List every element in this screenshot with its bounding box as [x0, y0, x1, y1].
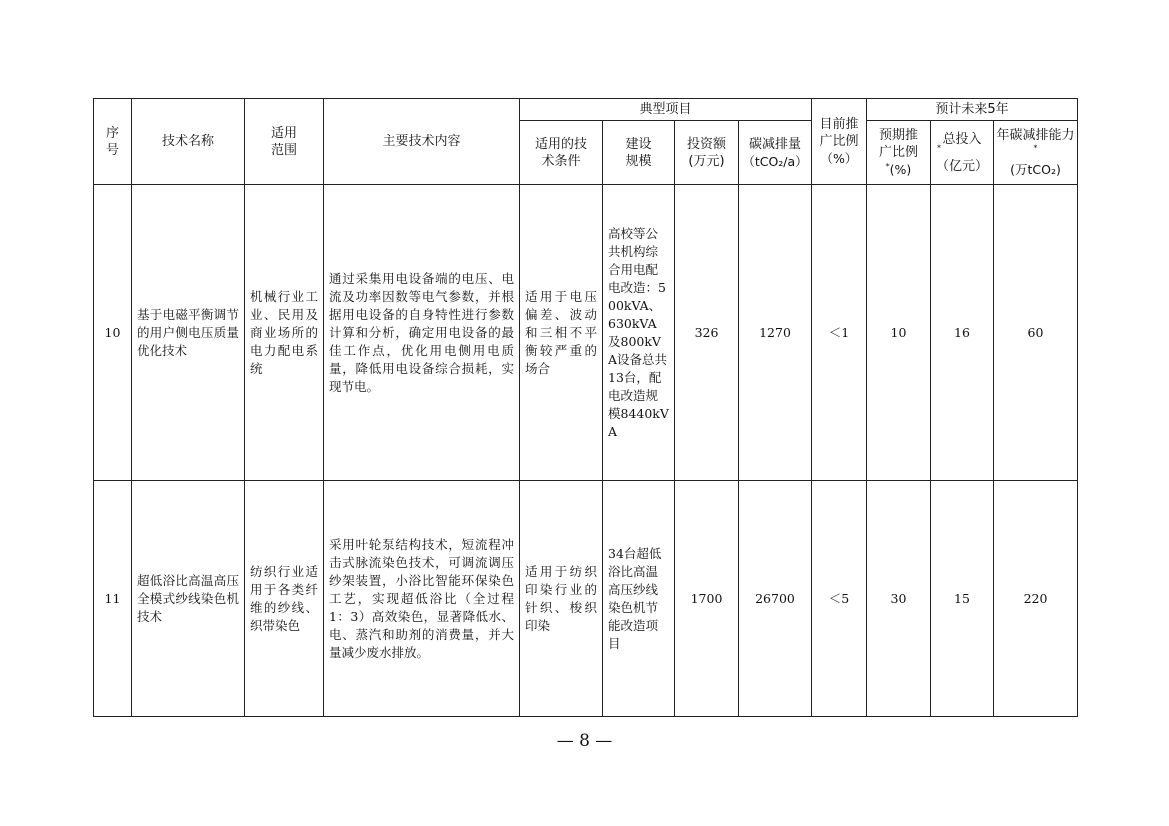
header-total-invest-unit: （亿元） [935, 158, 988, 174]
technology-table [93, 98, 1078, 717]
row-scale: 34台超低浴比高温高压纱线染色机节能改造项目 [603, 481, 675, 717]
header-investment-text: 投资额 [686, 136, 726, 152]
header-typical-project [520, 99, 812, 121]
row-total-invest: 16 [931, 185, 994, 481]
header-expected-ratio-unit: (%) [889, 162, 912, 177]
header-carbon-unit: （tCO₂/a） [742, 153, 808, 169]
header-expected-ratio-text: 预期推广比例 [878, 128, 918, 160]
header-investment [675, 121, 739, 185]
table-row [94, 481, 1078, 717]
header-content [324, 99, 520, 185]
header-seq-text: 序号 [105, 125, 119, 158]
row-expected-ratio: 10 [867, 185, 931, 481]
row-scale: 高校等公共机构综合用电配电改造：500kVA、630kVA及800kVA设备总共13台，配电改造规模8440kVA [603, 185, 675, 481]
header-scope [245, 99, 324, 185]
row-expected-ratio: 30 [867, 481, 931, 717]
header-investment-unit: (万元) [688, 153, 725, 169]
header-total-invest [931, 121, 994, 185]
row-scope: 机械行业工业、民用及商业场所的电力配电系统 [245, 185, 324, 481]
header-annual-capacity [994, 121, 1078, 185]
header-conditions-text: 适用的技术条件 [534, 136, 587, 169]
header-carbon-text: 碳减排量 [748, 136, 801, 152]
header-tech-name [132, 99, 245, 185]
page-number: — 8 — [556, 731, 613, 751]
row-carbon: 1270 [739, 185, 812, 481]
row-investment: 326 [675, 185, 739, 481]
header-carbon [739, 121, 812, 185]
row-content: 通过采集用电设备端的电压、电流及功率因数等电气参数，并根据用电设备的自身特性进行参数计算和分析，确定用电设备的最佳工作点，优化用电侧用电质量，降低用电设备综合损耗，实现节电。 [324, 185, 520, 481]
row-investment: 1700 [675, 481, 739, 717]
row-seq: 11 [94, 481, 132, 717]
header-tech-name-text: 技术名称 [161, 134, 214, 149]
row-annual-capacity: 60 [994, 185, 1078, 481]
header-total-invest-asterisk-line [931, 143, 993, 158]
header-future5-text: 预计未来5年 [935, 102, 1009, 117]
row-total-invest: 15 [931, 481, 994, 717]
asterisk-mark: * [885, 161, 890, 171]
header-row-1 [94, 99, 1078, 121]
table-row [94, 185, 1078, 481]
asterisk-mark: * [937, 143, 941, 153]
header-content-text: 主要技术内容 [382, 134, 461, 149]
header-current-ratio-unit: （%） [820, 151, 858, 166]
header-scale [603, 121, 675, 185]
header-annual-capacity-unit: (万tCO₂) [1010, 162, 1061, 177]
header-seq [94, 99, 132, 185]
asterisk-mark: * [1033, 143, 1038, 153]
header-current-ratio [812, 99, 867, 185]
row-annual-capacity: 220 [994, 481, 1078, 717]
row-scope: 纺织行业适用于各类纤维的纱线、织带染色 [245, 481, 324, 717]
header-expected-ratio [867, 121, 931, 185]
header-annual-capacity-text: 年碳减排能力 [996, 128, 1075, 143]
header-expected-ratio-unit-line [867, 161, 930, 178]
header-future5 [867, 99, 1078, 121]
row-carbon: 26700 [739, 481, 812, 717]
row-content: 采用叶轮泵结构技术，短流程冲击式脉流染色技术，可调流调压纱架装置，小浴比智能环保染色工艺，实现超低浴比（全过程 1：3）高效染色，显著降低水、电、蒸汽和助剂的消费量，并大量减少废水排放。 [324, 481, 520, 717]
row-seq: 10 [94, 185, 132, 481]
header-current-ratio-text: 目前推广比例 [819, 117, 859, 149]
header-typical-project-text: 典型项目 [639, 102, 692, 117]
row-tech-name: 超低浴比高温高压全模式纱线染色机技术 [132, 481, 245, 717]
header-total-invest-text: 总投入 [942, 131, 982, 147]
row-conditions: 适用于电压偏差、波动和三相不平衡较严重的场合 [520, 185, 603, 481]
header-scale-text: 建设规模 [625, 136, 652, 169]
header-conditions [520, 121, 603, 185]
row-conditions: 适用于纺织印染行业的针织、梭织印染 [520, 481, 603, 717]
row-tech-name: 基于电磁平衡调节的用户侧电压质量优化技术 [132, 185, 245, 481]
row-current-ratio: ＜5 [812, 481, 867, 717]
row-current-ratio: ＜1 [812, 185, 867, 481]
header-annual-capacity-asterisk [994, 144, 1077, 161]
header-scope-text: 适用范围 [270, 125, 297, 158]
